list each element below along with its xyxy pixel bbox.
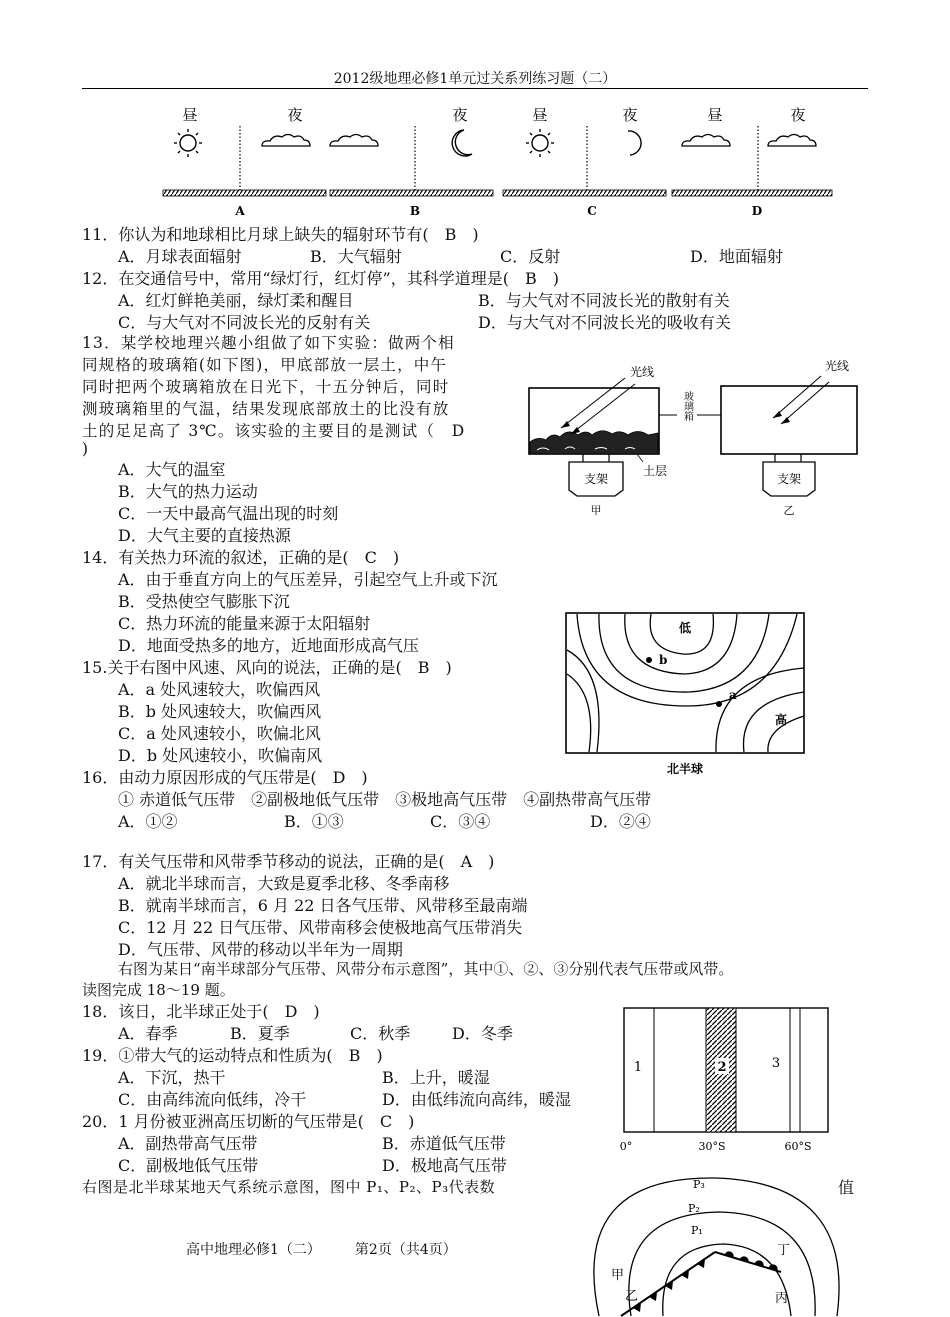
q20-stem: 20．1 月份被亚洲高压切断的气压带是( C ) — [82, 1112, 415, 1131]
cloud-icon — [330, 135, 378, 147]
q19-option-a: A．下沉，热干 — [118, 1068, 226, 1087]
day-label-3: 昼 — [707, 106, 723, 124]
q18-option-c: C．秋季 — [350, 1024, 411, 1043]
q13-stem-line-6: ) — [82, 440, 90, 458]
q11-option-a: A．月球表面辐射 — [118, 247, 242, 266]
q11-option-c: C．反射 — [500, 247, 561, 266]
q16-option-d: D．②④ — [590, 812, 651, 831]
point-a-label: a — [729, 688, 737, 702]
yi-label: 乙 — [783, 504, 795, 517]
lat-60-label: 60°S — [784, 1140, 812, 1153]
lat-0-label: 0° — [619, 1140, 633, 1153]
p1-label: P₁ — [691, 1224, 703, 1237]
intro-21-text: 右图是北半球某地天气系统示意图，图中 P₁、P₂、P₃代表数 — [82, 1178, 496, 1196]
q20-option-a: A．副热带高气压带 — [118, 1134, 258, 1153]
q13-stem-line-2: 同规格的玻璃箱(如下图)，甲底部放一层土，中午 — [82, 356, 448, 374]
high-label: 高 — [774, 713, 788, 727]
q13-stem-line-5: 土的足足高了 3℃。该实验的主要目的是测试（ D — [82, 422, 466, 440]
night-label-2: 夜 — [452, 106, 468, 124]
intro-18-19-line-1: 右图为某日“南半球部分气压带、风带分布示意图”，其中①、②、③分别代表气压带或风带。 — [118, 960, 734, 978]
q17-option-d: D．气压带、风带的移动以半年为一周期 — [118, 940, 403, 959]
footer-right: 第2页（共4页） — [354, 1242, 457, 1258]
q14-option-d: D．地面受热多的地方，近地面形成高气压 — [118, 636, 419, 655]
moon-icon — [628, 131, 641, 155]
q13-stem-line-1: 13．某学校地理兴趣小组做了如下实验：做两个相 — [82, 334, 455, 352]
glass-box-figure — [525, 350, 870, 520]
q15-stem: 15.关于右图中风速、风向的说法，正确的是( B ) — [82, 658, 452, 677]
pressure-belt-figure — [612, 1005, 832, 1157]
label-d: D — [751, 204, 763, 218]
q12-option-b: B．与大气对不同波长光的散射有关 — [478, 291, 730, 310]
day-label-2: 昼 — [532, 106, 548, 124]
q17-option-b: B．就南半球而言，6 月 22 日各气压带、风带移至最南端 — [118, 896, 528, 915]
belt-2-label: 2 — [717, 1060, 727, 1075]
q13-option-b: B．大气的热力运动 — [118, 482, 258, 501]
intro-21-tail: 值 — [838, 1178, 855, 1197]
q18-stem: 18．该日，北半球正处于( D ) — [82, 1002, 320, 1021]
q15-option-c: C．a 处风速较小，吹偏北风 — [118, 724, 321, 743]
q12-stem: 12．在交通信号中，常用“绿灯行，红灯停”，其科学道理是( B ) — [82, 269, 559, 288]
p3-label: P₃ — [693, 1178, 705, 1191]
light-label-yi: 光线 — [825, 359, 850, 373]
night-label-3: 夜 — [622, 106, 638, 124]
soil-label: 土层 — [643, 464, 668, 478]
cloud-icon — [262, 135, 310, 147]
label-c: C — [587, 204, 597, 218]
q16-option-a: A．①② — [118, 812, 178, 831]
q19-option-d: D．由低纬流向高纬，暖湿 — [382, 1090, 571, 1109]
header-rule — [82, 88, 868, 89]
q16-items: ① 赤道低气压带 ②副极地低气压带 ③极地高气压带 ④副热带高气压带 — [118, 790, 652, 809]
q18-option-b: B．夏季 — [230, 1024, 290, 1043]
night-label-1: 夜 — [287, 106, 303, 124]
footer-left: 高中地理必修1（二） — [186, 1242, 321, 1258]
stand-label-jia: 支架 — [583, 472, 609, 486]
stand-label-yi: 支架 — [776, 472, 802, 486]
q11-stem: 11．你认为和地球相比月球上缺失的辐射环节有( B ) — [82, 225, 479, 244]
bing-label: 丙 — [775, 1291, 789, 1306]
belt-3-label: 3 — [771, 1056, 781, 1071]
q13-option-a: A．大气的温室 — [118, 460, 226, 479]
yi-label: 乙 — [625, 1289, 639, 1304]
belt-1-label: 1 — [633, 1060, 643, 1075]
label-a: A — [235, 204, 245, 218]
q14-option-a: A．由于垂直方向上的气压差异，引起空气上升或下沉 — [118, 570, 498, 589]
q18-option-a: A．春季 — [118, 1024, 178, 1043]
q12-option-a: A．红灯鲜艳美丽，绿灯柔和醒目 — [118, 291, 354, 310]
weather-front-figure — [585, 1168, 855, 1317]
q11-option-b: B．大气辐射 — [310, 247, 402, 266]
q13-option-c: C．一天中最高气温出现的时刻 — [118, 504, 339, 523]
day-night-figure — [160, 98, 835, 220]
q14-stem: 14．有关热力环流的叙述，正确的是( C ) — [82, 548, 400, 567]
q12-option-d: D．与大气对不同波长光的吸收有关 — [478, 313, 731, 332]
lat-30-label: 30°S — [698, 1140, 726, 1153]
cloud-icon — [768, 135, 816, 147]
p2-label: P₂ — [688, 1202, 700, 1215]
q19-option-b: B．上升，暖湿 — [382, 1068, 490, 1087]
q18-option-d: D．冬季 — [452, 1024, 513, 1043]
q19-stem: 19．①带大气的运动特点和性质为( B ) — [82, 1046, 383, 1065]
q15-option-b: B．b 处风速较大，吹偏西风 — [118, 702, 322, 721]
q20-option-b: B．赤道低气压带 — [382, 1134, 506, 1153]
label-b: B — [409, 204, 421, 218]
q17-option-a: A．就北半球而言，大致是夏季北移、冬季南移 — [118, 874, 450, 893]
q15-option-a: A．a 处风速较大，吹偏西风 — [118, 680, 321, 699]
isobar-figure — [565, 612, 807, 780]
q15-option-d: D．b 处风速较小，吹偏南风 — [118, 746, 323, 765]
isobar-caption: 北半球 — [666, 762, 704, 776]
point-b-label: b — [659, 653, 668, 667]
page-footer — [186, 1239, 457, 1259]
q14-option-b: B．受热使空气膨胀下沉 — [118, 592, 290, 611]
light-label-jia: 光线 — [630, 365, 655, 379]
day-label-1: 昼 — [182, 106, 198, 124]
q19-option-c: C．由高纬流向低纬，冷干 — [118, 1090, 307, 1109]
q17-stem: 17．有关气压带和风带季节移动的说法，正确的是( A ) — [82, 852, 495, 871]
q16-option-c: C．③④ — [430, 812, 491, 831]
cloud-icon — [682, 135, 730, 147]
q13-stem-line-4: 测玻璃箱里的气温，结果发现底部放土的比没有放 — [82, 400, 450, 418]
jia-label: 甲 — [590, 504, 602, 517]
sun-icon — [174, 129, 202, 157]
q13-stem-line-3: 同时把两个玻璃箱放在日光下，十五分钟后，同时 — [82, 378, 450, 396]
q16-stem: 16．由动力原因形成的气压带是( D ) — [82, 768, 368, 787]
jia-label: 甲 — [611, 1268, 625, 1283]
intro-18-19-line-2: 读图完成 18～19 题。 — [82, 981, 235, 999]
q11-option-d: D．地面辐射 — [690, 247, 783, 266]
low-label: 低 — [678, 621, 692, 635]
q17-option-c: C．12 月 22 日气压带、风带南移会使极地高气压带消失 — [118, 918, 523, 937]
q12-option-c: C．与大气对不同波长光的反射有关 — [118, 313, 371, 332]
ding-label: 丁 — [777, 1243, 791, 1258]
q16-option-b: B．①③ — [284, 812, 344, 831]
q13-option-d: D．大气主要的直接热源 — [118, 526, 291, 545]
glass-label: 玻璃箱 — [681, 391, 693, 421]
q20-option-d: D．极地高气压带 — [382, 1156, 507, 1175]
q14-option-c: C．热力环流的能量来源于太阳辐射 — [118, 614, 371, 633]
sun-icon — [526, 129, 554, 157]
night-label-4: 夜 — [790, 106, 806, 124]
q20-option-c: C．副极地低气压带 — [118, 1156, 259, 1175]
moon-icon — [452, 130, 472, 156]
page-header: 2012级地理必修1单元过关系列练习题（二） — [333, 71, 617, 87]
